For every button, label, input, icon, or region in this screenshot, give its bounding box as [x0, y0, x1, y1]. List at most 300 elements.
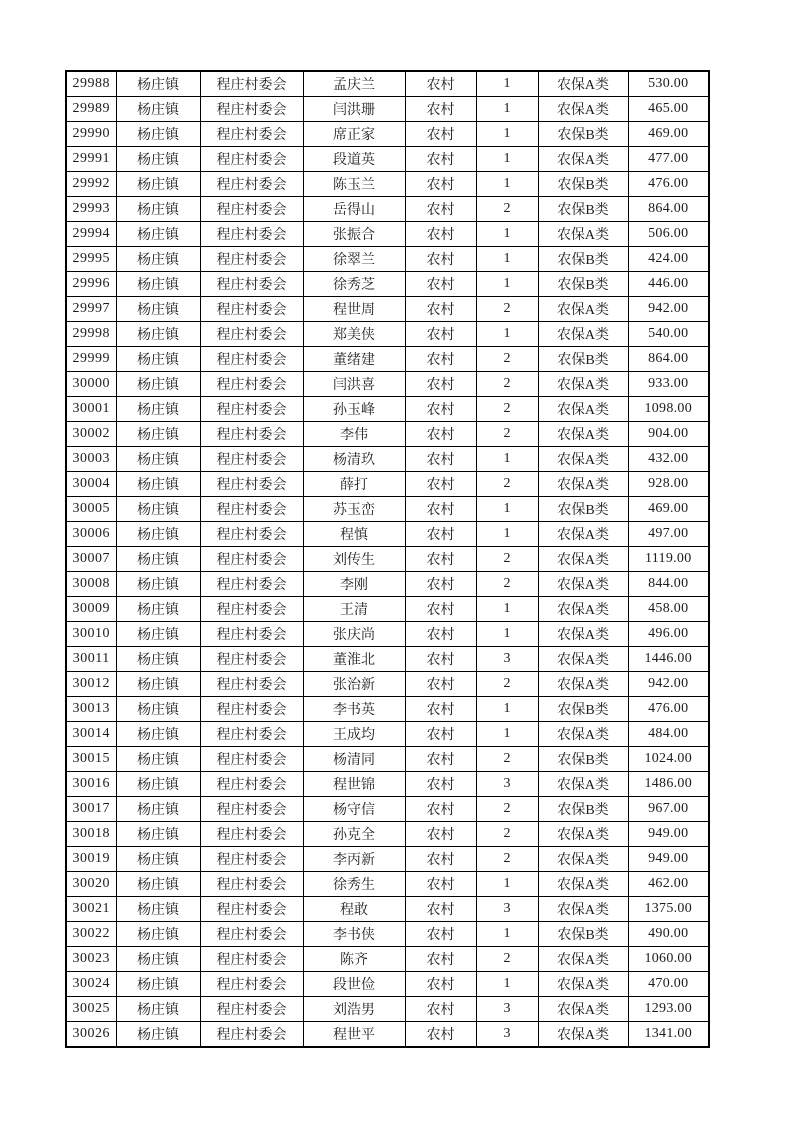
cell-serial-number: 30005 [66, 497, 116, 522]
cell-person-count: 1 [476, 522, 538, 547]
table-row [66, 697, 709, 722]
cell-person-count: 1 [476, 147, 538, 172]
cell-amount: 904.00 [628, 422, 709, 447]
cell-village-committee: 程庄村委会 [200, 997, 303, 1022]
cell-household-type: 农村 [405, 797, 476, 822]
cell-household-type: 农村 [405, 922, 476, 947]
table-row [66, 372, 709, 397]
cell-insurance-category: 农保A类 [538, 722, 628, 747]
cell-village-committee: 程庄村委会 [200, 847, 303, 872]
cell-person-name: 程慎 [303, 522, 405, 547]
cell-serial-number: 30014 [66, 722, 116, 747]
cell-person-name: 刘传生 [303, 547, 405, 572]
cell-person-count: 2 [476, 372, 538, 397]
cell-person-count: 2 [476, 297, 538, 322]
cell-village-committee: 程庄村委会 [200, 897, 303, 922]
cell-person-name: 陈玉兰 [303, 172, 405, 197]
cell-town: 杨庄镇 [116, 647, 200, 672]
cell-household-type: 农村 [405, 997, 476, 1022]
cell-town: 杨庄镇 [116, 397, 200, 422]
cell-serial-number: 30004 [66, 472, 116, 497]
cell-amount: 1060.00 [628, 947, 709, 972]
table-row [66, 97, 709, 122]
cell-amount: 465.00 [628, 97, 709, 122]
cell-town: 杨庄镇 [116, 97, 200, 122]
cell-amount: 942.00 [628, 672, 709, 697]
cell-serial-number: 29988 [66, 71, 116, 97]
cell-person-name: 李书英 [303, 697, 405, 722]
cell-serial-number: 30006 [66, 522, 116, 547]
cell-town: 杨庄镇 [116, 197, 200, 222]
cell-person-name: 段世俭 [303, 972, 405, 997]
cell-person-count: 1 [476, 71, 538, 97]
cell-person-count: 1 [476, 322, 538, 347]
cell-person-name: 王成均 [303, 722, 405, 747]
table-row [66, 672, 709, 697]
cell-town: 杨庄镇 [116, 322, 200, 347]
cell-serial-number: 30025 [66, 997, 116, 1022]
cell-insurance-category: 农保A类 [538, 322, 628, 347]
table-row [66, 71, 709, 97]
cell-household-type: 农村 [405, 422, 476, 447]
cell-amount: 476.00 [628, 697, 709, 722]
cell-village-committee: 程庄村委会 [200, 422, 303, 447]
table-row [66, 997, 709, 1022]
cell-person-name: 程世平 [303, 1022, 405, 1048]
table-row [66, 147, 709, 172]
cell-person-count: 2 [476, 472, 538, 497]
cell-town: 杨庄镇 [116, 972, 200, 997]
cell-town: 杨庄镇 [116, 572, 200, 597]
table-row [66, 922, 709, 947]
cell-serial-number: 29989 [66, 97, 116, 122]
cell-town: 杨庄镇 [116, 722, 200, 747]
cell-town: 杨庄镇 [116, 172, 200, 197]
cell-person-count: 1 [476, 697, 538, 722]
cell-person-name: 郑美侠 [303, 322, 405, 347]
cell-village-committee: 程庄村委会 [200, 922, 303, 947]
cell-serial-number: 29993 [66, 197, 116, 222]
cell-serial-number: 30010 [66, 622, 116, 647]
cell-insurance-category: 农保B类 [538, 172, 628, 197]
cell-household-type: 农村 [405, 472, 476, 497]
cell-town: 杨庄镇 [116, 922, 200, 947]
cell-village-committee: 程庄村委会 [200, 247, 303, 272]
cell-village-committee: 程庄村委会 [200, 322, 303, 347]
cell-amount: 1024.00 [628, 747, 709, 772]
cell-insurance-category: 农保A类 [538, 972, 628, 997]
cell-village-committee: 程庄村委会 [200, 272, 303, 297]
cell-insurance-category: 农保A类 [538, 672, 628, 697]
cell-village-committee: 程庄村委会 [200, 147, 303, 172]
cell-person-count: 2 [476, 822, 538, 847]
cell-serial-number: 30018 [66, 822, 116, 847]
cell-town: 杨庄镇 [116, 1022, 200, 1048]
cell-person-name: 程世周 [303, 297, 405, 322]
cell-serial-number: 30019 [66, 847, 116, 872]
cell-village-committee: 程庄村委会 [200, 822, 303, 847]
cell-person-count: 2 [476, 397, 538, 422]
cell-town: 杨庄镇 [116, 997, 200, 1022]
cell-amount: 540.00 [628, 322, 709, 347]
cell-insurance-category: 农保A类 [538, 647, 628, 672]
cell-household-type: 农村 [405, 822, 476, 847]
table-row [66, 847, 709, 872]
cell-amount: 484.00 [628, 722, 709, 747]
cell-household-type: 农村 [405, 597, 476, 622]
cell-person-name: 程世锦 [303, 772, 405, 797]
cell-town: 杨庄镇 [116, 372, 200, 397]
cell-person-count: 1 [476, 597, 538, 622]
cell-village-committee: 程庄村委会 [200, 522, 303, 547]
cell-village-committee: 程庄村委会 [200, 947, 303, 972]
cell-village-committee: 程庄村委会 [200, 622, 303, 647]
cell-village-committee: 程庄村委会 [200, 222, 303, 247]
cell-town: 杨庄镇 [116, 622, 200, 647]
table-row [66, 222, 709, 247]
table-row [66, 647, 709, 672]
cell-person-name: 王清 [303, 597, 405, 622]
cell-town: 杨庄镇 [116, 897, 200, 922]
cell-household-type: 农村 [405, 372, 476, 397]
cell-person-count: 2 [476, 797, 538, 822]
cell-town: 杨庄镇 [116, 522, 200, 547]
cell-person-count: 3 [476, 772, 538, 797]
cell-insurance-category: 农保A类 [538, 847, 628, 872]
cell-household-type: 农村 [405, 71, 476, 97]
cell-insurance-category: 农保A类 [538, 622, 628, 647]
cell-serial-number: 29996 [66, 272, 116, 297]
cell-person-name: 薛打 [303, 472, 405, 497]
cell-person-name: 董淮北 [303, 647, 405, 672]
cell-town: 杨庄镇 [116, 547, 200, 572]
cell-household-type: 农村 [405, 697, 476, 722]
table-row [66, 622, 709, 647]
cell-person-count: 1 [476, 447, 538, 472]
table-row [66, 122, 709, 147]
table-row [66, 872, 709, 897]
cell-household-type: 农村 [405, 122, 476, 147]
cell-person-name: 李书侠 [303, 922, 405, 947]
cell-village-committee: 程庄村委会 [200, 747, 303, 772]
cell-household-type: 农村 [405, 772, 476, 797]
table-row [66, 897, 709, 922]
table-row [66, 547, 709, 572]
table-row [66, 797, 709, 822]
cell-person-count: 2 [476, 847, 538, 872]
cell-person-count: 1 [476, 972, 538, 997]
cell-person-name: 李丙新 [303, 847, 405, 872]
cell-town: 杨庄镇 [116, 347, 200, 372]
cell-amount: 1293.00 [628, 997, 709, 1022]
cell-amount: 1098.00 [628, 397, 709, 422]
cell-insurance-category: 农保B类 [538, 247, 628, 272]
cell-person-name: 孙玉峰 [303, 397, 405, 422]
cell-insurance-category: 农保B类 [538, 197, 628, 222]
table-row [66, 472, 709, 497]
table-row [66, 722, 709, 747]
cell-household-type: 农村 [405, 647, 476, 672]
cell-amount: 424.00 [628, 247, 709, 272]
cell-amount: 949.00 [628, 822, 709, 847]
cell-household-type: 农村 [405, 872, 476, 897]
cell-town: 杨庄镇 [116, 747, 200, 772]
cell-person-count: 2 [476, 572, 538, 597]
cell-insurance-category: 农保A类 [538, 572, 628, 597]
cell-person-name: 徐秀芝 [303, 272, 405, 297]
cell-village-committee: 程庄村委会 [200, 772, 303, 797]
cell-insurance-category: 农保A类 [538, 71, 628, 97]
cell-town: 杨庄镇 [116, 447, 200, 472]
cell-serial-number: 30016 [66, 772, 116, 797]
cell-person-name: 徐秀生 [303, 872, 405, 897]
cell-person-count: 1 [476, 272, 538, 297]
cell-town: 杨庄镇 [116, 872, 200, 897]
cell-person-name: 张振合 [303, 222, 405, 247]
cell-person-name: 苏玉峦 [303, 497, 405, 522]
cell-person-count: 3 [476, 1022, 538, 1048]
cell-insurance-category: 农保B类 [538, 922, 628, 947]
cell-household-type: 农村 [405, 97, 476, 122]
cell-household-type: 农村 [405, 722, 476, 747]
cell-household-type: 农村 [405, 522, 476, 547]
cell-amount: 1341.00 [628, 1022, 709, 1048]
cell-serial-number: 30001 [66, 397, 116, 422]
cell-person-name: 孟庆兰 [303, 71, 405, 97]
cell-village-committee: 程庄村委会 [200, 872, 303, 897]
cell-village-committee: 程庄村委会 [200, 547, 303, 572]
cell-insurance-category: 农保B类 [538, 122, 628, 147]
cell-person-count: 2 [476, 672, 538, 697]
cell-person-count: 1 [476, 247, 538, 272]
cell-insurance-category: 农保A类 [538, 222, 628, 247]
cell-serial-number: 30023 [66, 947, 116, 972]
cell-person-count: 2 [476, 422, 538, 447]
cell-household-type: 农村 [405, 572, 476, 597]
cell-serial-number: 30009 [66, 597, 116, 622]
cell-person-name: 程敢 [303, 897, 405, 922]
cell-amount: 1119.00 [628, 547, 709, 572]
cell-household-type: 农村 [405, 397, 476, 422]
cell-person-count: 2 [476, 947, 538, 972]
cell-amount: 864.00 [628, 347, 709, 372]
table-row [66, 497, 709, 522]
cell-insurance-category: 农保A类 [538, 372, 628, 397]
cell-insurance-category: 农保B类 [538, 747, 628, 772]
table-row [66, 297, 709, 322]
cell-insurance-category: 农保A类 [538, 97, 628, 122]
table-row [66, 272, 709, 297]
cell-town: 杨庄镇 [116, 122, 200, 147]
cell-household-type: 农村 [405, 172, 476, 197]
cell-serial-number: 30024 [66, 972, 116, 997]
cell-amount: 864.00 [628, 197, 709, 222]
cell-village-committee: 程庄村委会 [200, 647, 303, 672]
cell-town: 杨庄镇 [116, 672, 200, 697]
cell-village-committee: 程庄村委会 [200, 572, 303, 597]
cell-household-type: 农村 [405, 747, 476, 772]
cell-household-type: 农村 [405, 347, 476, 372]
cell-village-committee: 程庄村委会 [200, 972, 303, 997]
cell-person-name: 杨清玖 [303, 447, 405, 472]
cell-town: 杨庄镇 [116, 272, 200, 297]
cell-household-type: 农村 [405, 1022, 476, 1048]
cell-amount: 458.00 [628, 597, 709, 622]
cell-village-committee: 程庄村委会 [200, 347, 303, 372]
cell-town: 杨庄镇 [116, 822, 200, 847]
table-row [66, 572, 709, 597]
cell-serial-number: 30008 [66, 572, 116, 597]
table-row [66, 347, 709, 372]
table-row [66, 197, 709, 222]
table-row [66, 822, 709, 847]
cell-person-name: 徐翠兰 [303, 247, 405, 272]
cell-household-type: 农村 [405, 847, 476, 872]
cell-village-committee: 程庄村委会 [200, 372, 303, 397]
cell-amount: 462.00 [628, 872, 709, 897]
table-row [66, 322, 709, 347]
table-row [66, 447, 709, 472]
cell-town: 杨庄镇 [116, 422, 200, 447]
payment-table [65, 70, 710, 1048]
cell-person-name: 张治新 [303, 672, 405, 697]
cell-amount: 506.00 [628, 222, 709, 247]
cell-person-name: 杨清同 [303, 747, 405, 772]
cell-household-type: 农村 [405, 672, 476, 697]
cell-serial-number: 29992 [66, 172, 116, 197]
cell-person-name: 席正家 [303, 122, 405, 147]
cell-village-committee: 程庄村委会 [200, 97, 303, 122]
cell-insurance-category: 农保A类 [538, 472, 628, 497]
cell-household-type: 农村 [405, 197, 476, 222]
cell-serial-number: 30021 [66, 897, 116, 922]
table-row [66, 522, 709, 547]
cell-person-name: 刘浩男 [303, 997, 405, 1022]
cell-amount: 432.00 [628, 447, 709, 472]
cell-household-type: 农村 [405, 222, 476, 247]
cell-village-committee: 程庄村委会 [200, 1022, 303, 1048]
cell-village-committee: 程庄村委会 [200, 447, 303, 472]
table-body [66, 71, 709, 1047]
cell-town: 杨庄镇 [116, 847, 200, 872]
cell-person-name: 闫洪喜 [303, 372, 405, 397]
cell-person-count: 1 [476, 97, 538, 122]
table-row [66, 972, 709, 997]
cell-serial-number: 30026 [66, 1022, 116, 1048]
cell-person-count: 2 [476, 747, 538, 772]
cell-village-committee: 程庄村委会 [200, 172, 303, 197]
cell-insurance-category: 农保A类 [538, 822, 628, 847]
cell-serial-number: 29999 [66, 347, 116, 372]
cell-person-count: 3 [476, 997, 538, 1022]
cell-household-type: 农村 [405, 447, 476, 472]
cell-village-committee: 程庄村委会 [200, 71, 303, 97]
cell-household-type: 农村 [405, 972, 476, 997]
cell-serial-number: 30003 [66, 447, 116, 472]
cell-amount: 469.00 [628, 122, 709, 147]
cell-person-count: 1 [476, 922, 538, 947]
cell-amount: 476.00 [628, 172, 709, 197]
cell-amount: 1375.00 [628, 897, 709, 922]
cell-serial-number: 29994 [66, 222, 116, 247]
cell-town: 杨庄镇 [116, 797, 200, 822]
cell-person-count: 2 [476, 347, 538, 372]
cell-household-type: 农村 [405, 297, 476, 322]
cell-town: 杨庄镇 [116, 247, 200, 272]
cell-amount: 949.00 [628, 847, 709, 872]
cell-insurance-category: 农保A类 [538, 897, 628, 922]
cell-insurance-category: 农保A类 [538, 522, 628, 547]
cell-amount: 530.00 [628, 71, 709, 97]
cell-town: 杨庄镇 [116, 772, 200, 797]
cell-insurance-category: 农保B类 [538, 797, 628, 822]
cell-person-count: 3 [476, 647, 538, 672]
cell-insurance-category: 农保A类 [538, 447, 628, 472]
cell-insurance-category: 农保A类 [538, 772, 628, 797]
cell-town: 杨庄镇 [116, 147, 200, 172]
cell-village-committee: 程庄村委会 [200, 597, 303, 622]
cell-village-committee: 程庄村委会 [200, 397, 303, 422]
cell-household-type: 农村 [405, 272, 476, 297]
cell-insurance-category: 农保A类 [538, 872, 628, 897]
cell-insurance-category: 农保A类 [538, 147, 628, 172]
table-row [66, 247, 709, 272]
cell-person-name: 陈齐 [303, 947, 405, 972]
cell-insurance-category: 农保A类 [538, 547, 628, 572]
cell-village-committee: 程庄村委会 [200, 672, 303, 697]
cell-serial-number: 30013 [66, 697, 116, 722]
cell-person-name: 李刚 [303, 572, 405, 597]
cell-person-name: 张庆尚 [303, 622, 405, 647]
cell-household-type: 农村 [405, 947, 476, 972]
cell-village-committee: 程庄村委会 [200, 797, 303, 822]
cell-person-count: 2 [476, 197, 538, 222]
table-row [66, 772, 709, 797]
cell-person-name: 闫洪珊 [303, 97, 405, 122]
cell-person-count: 1 [476, 497, 538, 522]
cell-town: 杨庄镇 [116, 71, 200, 97]
cell-person-count: 1 [476, 122, 538, 147]
cell-amount: 469.00 [628, 497, 709, 522]
cell-insurance-category: 农保A类 [538, 297, 628, 322]
cell-household-type: 农村 [405, 147, 476, 172]
cell-person-count: 1 [476, 222, 538, 247]
cell-serial-number: 30002 [66, 422, 116, 447]
cell-person-name: 岳得山 [303, 197, 405, 222]
cell-person-count: 1 [476, 722, 538, 747]
cell-serial-number: 30000 [66, 372, 116, 397]
cell-household-type: 农村 [405, 547, 476, 572]
cell-amount: 477.00 [628, 147, 709, 172]
cell-village-committee: 程庄村委会 [200, 122, 303, 147]
cell-amount: 497.00 [628, 522, 709, 547]
cell-serial-number: 29997 [66, 297, 116, 322]
cell-insurance-category: 农保A类 [538, 597, 628, 622]
cell-town: 杨庄镇 [116, 472, 200, 497]
cell-amount: 967.00 [628, 797, 709, 822]
cell-amount: 1446.00 [628, 647, 709, 672]
cell-person-count: 1 [476, 622, 538, 647]
cell-village-committee: 程庄村委会 [200, 197, 303, 222]
table-row [66, 172, 709, 197]
cell-insurance-category: 农保A类 [538, 422, 628, 447]
cell-serial-number: 29995 [66, 247, 116, 272]
cell-insurance-category: 农保A类 [538, 397, 628, 422]
cell-person-count: 3 [476, 897, 538, 922]
table-row [66, 397, 709, 422]
cell-person-name: 杨守信 [303, 797, 405, 822]
table-row [66, 947, 709, 972]
